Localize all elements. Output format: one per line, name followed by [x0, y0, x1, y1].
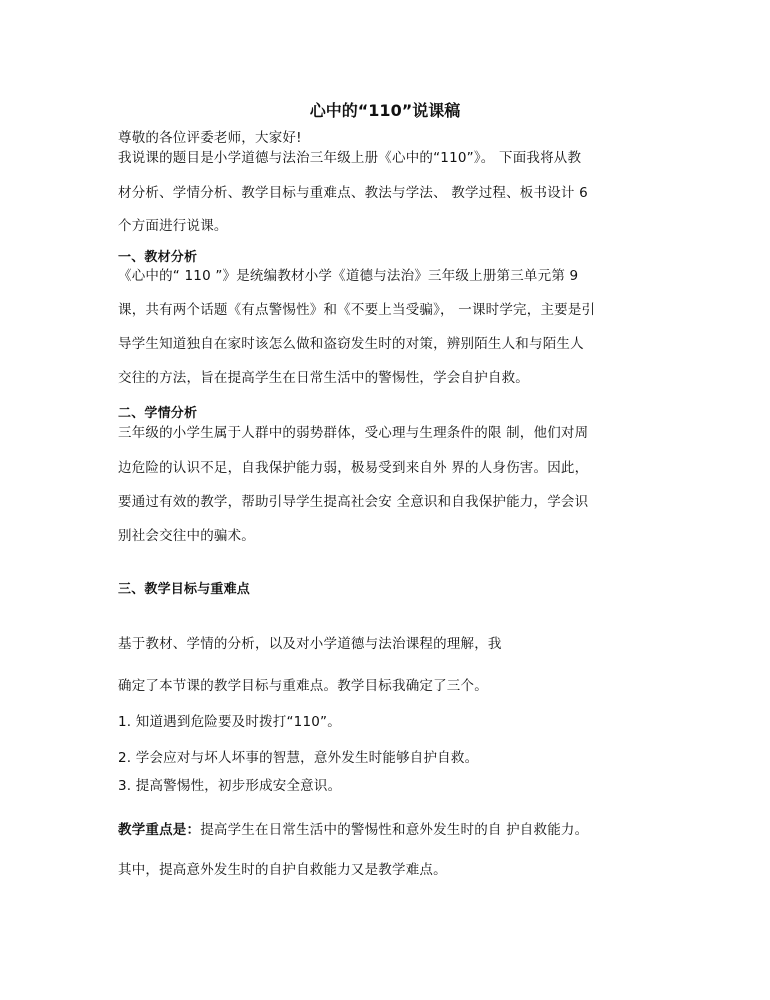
paragraph-line: 基于教材、学情的分析，以及对小学道德与法治课程的理解，我 — [118, 636, 502, 652]
intro-line: 材分析、学情分析、教学目标与重难点、教法与学法、 教学过程、板书设计 6 — [118, 185, 588, 201]
paragraph-line: 确定了本节课的教学目标与重难点。教学目标我确定了三个。 — [118, 678, 488, 694]
paragraph-line: 三年级的小学生属于人群中的弱势群体，受心理与生理条件的限 制，他们对周 — [118, 425, 589, 441]
intro-line: 个方面进行说课。 — [118, 218, 228, 234]
key-point-line — [118, 822, 588, 838]
paragraph-line: 课，共有两个话题《有点警惕性》和《不要上当受骗》， 一课时学完，主要是引 — [118, 302, 596, 318]
section-heading-goals: 三、教学目标与重难点 — [118, 582, 251, 597]
difficulty-line: 其中，提高意外发生时的自护自救能力又是教学难点。 — [118, 862, 447, 878]
paragraph-line: 交往的方法，旨在提高学生在日常生活中的警惕性，学会自护自救。 — [118, 370, 529, 386]
goal-item: 1. 知道遇到危险要及时拨打“110”。 — [118, 714, 341, 730]
paragraph-line: 边危险的认识不足，自我保护能力弱，极易受到来自外 界的人身伤害。因此， — [118, 460, 589, 476]
paragraph-line: 导学生知道独自在家时该怎么做和盗窃发生时的对策，辨别陌生人和与陌生人 — [118, 336, 584, 352]
goal-item: 3. 提高警惕性，初步形成安全意识。 — [118, 778, 342, 794]
key-point-text: 提高学生在日常生活中的警惕性和意外发生时的自 护自救能力。 — [200, 822, 589, 838]
greeting-line: 尊敬的各位评委老师，大家好! — [118, 130, 302, 146]
intro-line: 我说课的题目是小学道德与法治三年级上册《心中的“110”》。 下面我将从教 — [118, 150, 582, 166]
paragraph-line: 《心中的“ 110 ”》是统编教材小学《道德与法治》三年级上册第三单元第 9 — [118, 268, 579, 284]
paragraph-line: 要通过有效的教学，帮助引导学生提高社会安 全意识和自我保护能力，学会识 — [118, 494, 589, 510]
key-point-label: 教学重点是： — [118, 822, 201, 838]
section-heading-materials: 一、教材分析 — [118, 250, 198, 265]
document-title: 心中的“110”说课稿 — [309, 101, 461, 120]
section-heading-students: 二、学情分析 — [118, 406, 198, 421]
goal-item: 2. 学会应对与坏人坏事的智慧，意外发生时能够自护自救。 — [118, 750, 479, 766]
paragraph-line: 别社会交往中的骗术。 — [118, 528, 255, 544]
